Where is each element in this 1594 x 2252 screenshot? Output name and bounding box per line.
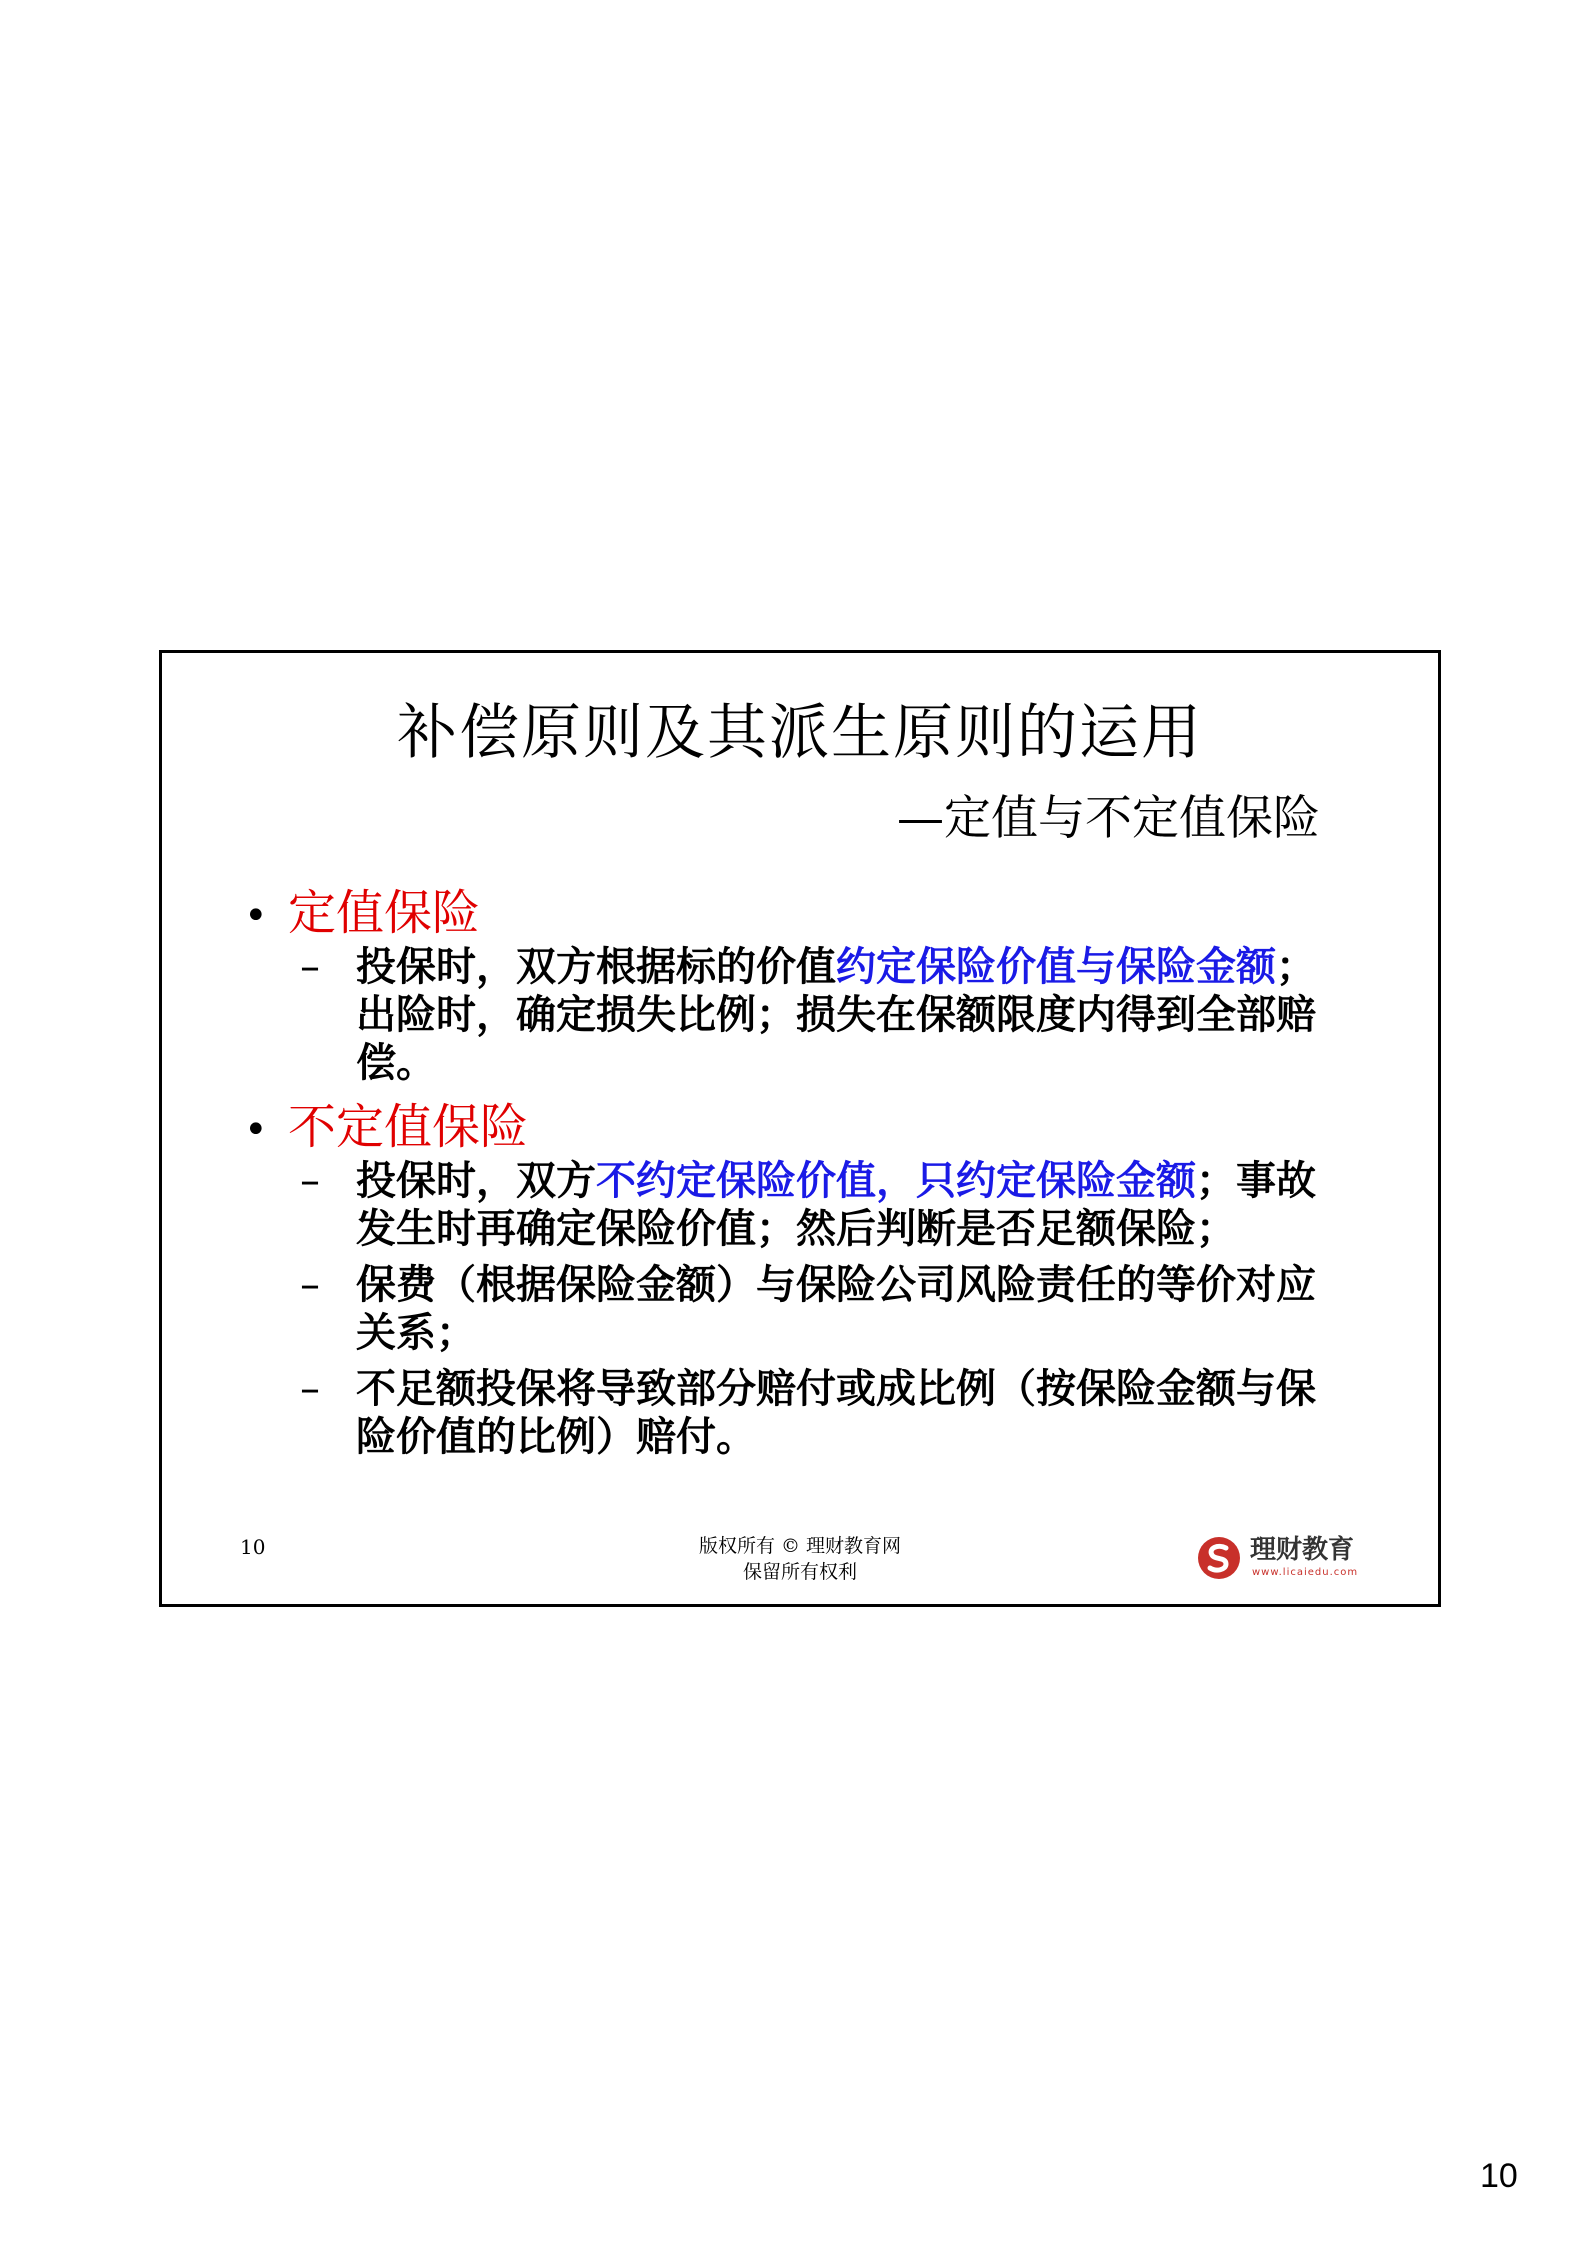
emphasis-text: 约定保险价值与保险金额 (836, 944, 1276, 990)
list-item-text-part: 不足额投保将导致部分赔付或成比例（按保险金额与保险价值的比例）赔付。 (356, 1366, 1316, 1460)
page-number: 10 (1480, 2157, 1518, 2195)
list-item-text (356, 1157, 1336, 1253)
list-item-text-part: ；事故发生时再确定保险价值；然后判断是否足额保险； (356, 1158, 1316, 1252)
list-item (300, 1261, 1316, 1357)
bullet-dot-icon: • (244, 893, 268, 939)
dash-icon: – (300, 1262, 320, 1308)
slide-frame (159, 650, 1441, 1607)
bullet-dot-icon: • (244, 1107, 268, 1153)
company-logo (1196, 1533, 1386, 1585)
section-heading-label: 不定值保险 (288, 1099, 529, 1155)
list-item (300, 943, 1316, 1087)
licaiedu-logo-icon (1196, 1535, 1242, 1581)
dash-icon: – (300, 1158, 320, 1204)
list-item-text (356, 1365, 1336, 1461)
copyright-line: 版权所有 © 理财教育网 (698, 1535, 902, 1557)
slide-content (162, 653, 1438, 1604)
list-item-text-part: 投保时，双方 (356, 1158, 596, 1204)
dash-icon: – (300, 944, 320, 990)
dash-icon: – (300, 1366, 320, 1412)
slide-subtitle: —定值与不定值保险 (897, 791, 1320, 846)
rights-line: 保留所有权利 (742, 1561, 857, 1583)
list-item-text-part: 保费（根据保险金额）与保险公司风险责任的等价对应关系； (356, 1262, 1316, 1356)
section-heading-unvalued (244, 1097, 528, 1160)
section-heading-label: 定值保险 (288, 885, 481, 941)
logo-name: 理财教育 (1250, 1535, 1355, 1565)
list-item-text-part: 投保时，双方根据标的价值 (356, 944, 836, 990)
list-item (300, 1157, 1316, 1253)
list-item-text (356, 1261, 1336, 1357)
logo-url: www.licaiedu.com (1252, 1567, 1359, 1578)
slide-title: 补偿原则及其派生原则的运用 (397, 698, 1203, 768)
slide-number: 10 (240, 1535, 266, 1559)
list-item (300, 1365, 1316, 1461)
list-item-text (356, 943, 1336, 1087)
list-item-text-part: ；出险时，确定损失比例；损失在保额限度内得到全部赔偿。 (356, 944, 1316, 1086)
emphasis-text: 不约定保险价值，只约定保险金额 (596, 1158, 1196, 1204)
section-heading-fixed-value (244, 883, 480, 946)
